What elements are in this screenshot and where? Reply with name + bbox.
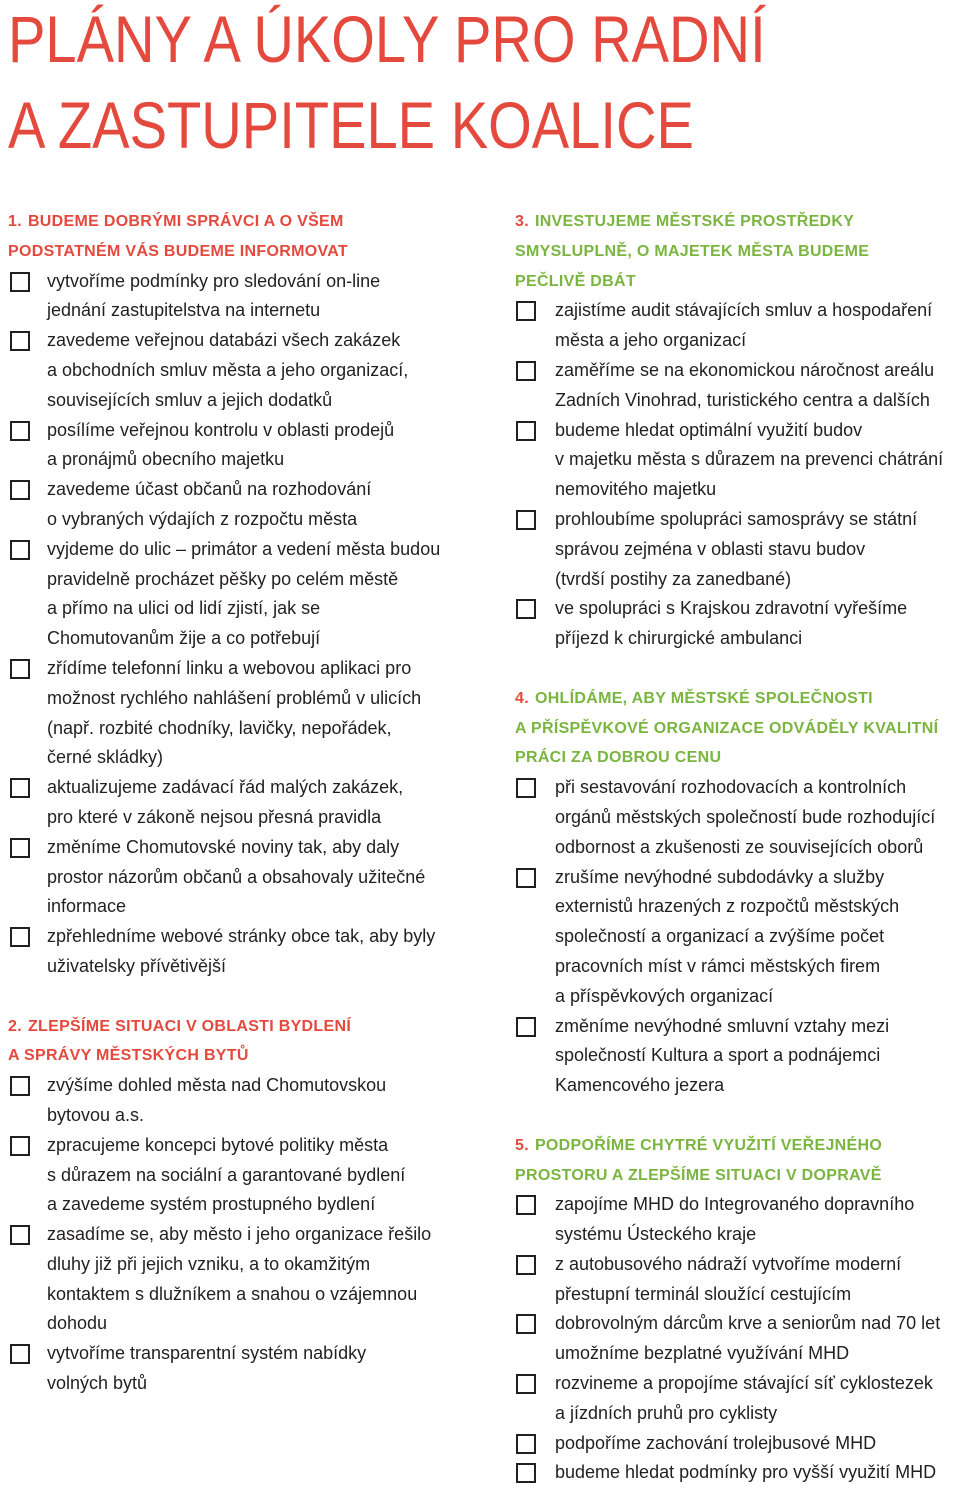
item-text-line: možnost rychlého nahlášení problémů v ulicích — [47, 687, 422, 708]
checklist-item — [8, 922, 480, 982]
item-text-line: správou zejména v oblasti stavu budov — [555, 538, 866, 559]
item-text-line: zrušíme nevýhodné subdodávky a služby — [555, 866, 885, 887]
item-text-line: zapojíme MHD do Integrovaného dopravního — [555, 1194, 915, 1215]
item-text-line: změníme Chomutovské noviny tak, aby daly — [47, 836, 400, 857]
item-text-line: zavedeme účast občanů na rozhodování — [47, 479, 372, 500]
item-text-line: budeme hledat optimální využití budov — [555, 419, 863, 440]
checklist-item — [515, 296, 960, 356]
section-heading-text: INVESTUJEME MĚSTSKÉ PROSTŘEDKY — [534, 213, 855, 230]
item-text-line: rozvineme a propojíme stávající síť cyklostezek — [555, 1373, 933, 1394]
item-text-line: kontaktem s dlužníkem a snahou o vzájemnou — [47, 1283, 418, 1304]
section-number: 3. — [515, 213, 529, 230]
item-text-line: přestupní terminál sloužící cestujícím — [555, 1283, 852, 1304]
checklist-item — [8, 773, 480, 833]
item-text-line: (tvrdší postihy za zanedbané) — [555, 568, 792, 589]
checklist-item — [8, 535, 480, 654]
item-text-line: společností a organizací a zvýšíme počet — [555, 926, 885, 947]
section-heading: PEČLIVĚ DBÁT — [515, 272, 636, 290]
item-text-line: budeme hledat podmínky pro vyšší využití MHD — [555, 1462, 937, 1483]
checklist-item — [515, 1012, 960, 1101]
item-text-line: informace — [47, 896, 127, 917]
section-heading — [515, 684, 960, 714]
checkbox — [516, 1255, 536, 1275]
section-heading — [8, 1012, 480, 1042]
section-1 — [8, 207, 480, 982]
item-text-line: prohloubíme spolupráci samosprávy se státní — [555, 508, 918, 529]
checklist-item — [8, 267, 480, 327]
checklist-item — [515, 416, 960, 505]
checkbox — [516, 1314, 536, 1334]
item-text-line: posílíme veřejnou kontrolu v oblasti prodejů — [47, 419, 395, 440]
checkbox — [10, 272, 30, 292]
checklist-item — [515, 773, 960, 862]
section-heading-text: BUDEME DOBRÝMI SPRÁVCI A O VŠEM — [27, 213, 344, 230]
item-text-line: Zadních Vinohrad, turistického centra a dalších — [555, 389, 930, 410]
checkbox — [10, 778, 30, 798]
checkbox — [10, 331, 30, 351]
item-text-line: Chomutovanům žije a co potřebují — [47, 628, 321, 649]
right-column — [515, 207, 960, 1488]
item-text-line: zvýšíme dohled města nad Chomutovskou — [47, 1075, 387, 1096]
section-number: 2. — [8, 1017, 22, 1035]
checklist-item — [8, 416, 480, 476]
item-text-line: (např. rozbité chodníky, lavičky, nepořádek, — [47, 717, 392, 738]
checkbox — [10, 1076, 30, 1096]
item-text-line: nemovitého majetku — [555, 479, 717, 500]
checklist-item — [515, 1250, 960, 1310]
item-text-line: ve spolupráci s Krajskou zdravotní vyřešíme — [555, 598, 908, 619]
item-text-line: a příspěvkových organizací — [555, 985, 774, 1006]
checkbox — [516, 1374, 536, 1394]
item-text-line: prostor názorům občanů a obsahovaly užitečné — [47, 866, 426, 887]
item-text-line: vytvoříme transparentní systém nabídky — [47, 1343, 367, 1364]
checkbox — [10, 540, 30, 560]
section-heading — [8, 207, 480, 237]
section-heading — [515, 1131, 960, 1161]
item-text-line: změníme nevýhodné smluvní vztahy mezi — [555, 1015, 890, 1036]
item-text-line: jednání zastupitelstva na internetu — [47, 300, 321, 321]
checklist-item — [515, 356, 960, 416]
item-text-line: systému Ústeckého kraje — [555, 1224, 757, 1245]
section-heading — [515, 207, 960, 237]
checklist-item — [515, 505, 960, 594]
checklist-item — [8, 1339, 480, 1399]
item-text-line: zavedeme veřejnou databázi všech zakázek — [47, 330, 401, 351]
checkbox — [516, 778, 536, 798]
checkbox — [10, 659, 30, 679]
checklist-item — [8, 326, 480, 415]
item-text-line: dobrovolným dárcům krve a seniorům nad 70 let — [555, 1313, 941, 1334]
section-heading: SMYSLUPLNĚ, O MAJETEK MĚSTA BUDEME — [515, 242, 870, 260]
item-text-line: umožníme bezplatné využívání MHD — [555, 1343, 850, 1364]
item-text-line: podpoříme zachování trolejbusové MHD — [555, 1432, 877, 1453]
item-text-line: volných bytů — [47, 1373, 148, 1394]
item-text-line: externistů hrazených z rozpočtů městských — [555, 896, 900, 917]
item-text-line: města a jeho organizací — [555, 330, 747, 351]
item-text-line: zaměříme se na ekonomickou náročnost areálu — [555, 359, 935, 380]
checkbox — [516, 1463, 536, 1483]
item-text-line: pracovních míst v rámci městských firem — [555, 955, 881, 976]
item-text-line: aktualizujeme zadávací řád malých zakázek, — [47, 777, 404, 798]
page-title-line-2: A ZASTUPITELE KOALICE — [8, 88, 694, 162]
checklist-item — [515, 1190, 960, 1250]
section-number: 4. — [515, 689, 529, 707]
checkbox — [10, 927, 30, 947]
checkbox — [10, 1225, 30, 1245]
item-text-line: Kamencového jezera — [555, 1075, 725, 1096]
item-text-line: při sestavování rozhodovacích a kontrolních — [555, 777, 907, 798]
item-text-line: orgánů městských společností bude rozhodující — [555, 806, 936, 827]
section-heading: PODSTATNÉM VÁS BUDEME INFORMOVAT — [8, 242, 348, 260]
page-title-line-1: PLÁNY A ÚKOLY PRO RADNÍ — [8, 2, 766, 76]
section-heading: A SPRÁVY MĚSTSKÝCH BYTŮ — [8, 1047, 249, 1065]
section-4 — [515, 684, 960, 1101]
checkbox — [516, 510, 536, 530]
section-heading-text: PODPOŘÍME CHYTRÉ VYUŽITÍ VEŘEJNÉHO — [534, 1136, 883, 1154]
item-text-line: a jízdních pruhů pro cyklisty — [555, 1402, 778, 1423]
section-number: 1. — [8, 213, 22, 230]
checkbox — [516, 421, 536, 441]
section-3 — [515, 207, 960, 654]
item-text-line: zasadíme se, aby město i jeho organizace řešilo — [47, 1224, 432, 1245]
section-heading: PRÁCI ZA DOBROU CENU — [515, 749, 722, 767]
checkbox — [10, 480, 30, 500]
item-text-line: pro které v zákoně nejsou přesná pravidla — [47, 806, 382, 827]
section-heading: PROSTORU A ZLEPŠÍME SITUACI V DOPRAVĚ — [515, 1166, 882, 1184]
checklist-item — [8, 1220, 480, 1339]
checklist-item — [515, 594, 960, 654]
checkbox — [10, 1136, 30, 1156]
item-text-line: pravidelně procházet pěšky po celém městě — [47, 568, 399, 589]
checkbox — [516, 301, 536, 321]
item-text-line: z autobusového nádraží vytvoříme moderní — [555, 1253, 902, 1274]
item-text-line: a přímo na ulici od lidí zjistí, jak se — [47, 598, 321, 619]
item-text-line: souvisejících smluv a jejich dodatků — [47, 389, 333, 410]
item-text-line: zpracujeme koncepci bytové politiky města — [47, 1134, 389, 1155]
section-2 — [8, 1012, 480, 1399]
section-5 — [515, 1131, 960, 1489]
item-text-line: vytvoříme podmínky pro sledování on-line — [47, 270, 381, 291]
item-text-line: a obchodních smluv města a jeho organizací, — [47, 359, 409, 380]
item-text-line: zřídíme telefonní linku a webovou aplikaci pro — [47, 657, 412, 678]
item-text-line: odbornost a zkušenosti ze souvisejících oborů — [555, 836, 924, 857]
checklist-item — [515, 1309, 960, 1369]
left-column — [8, 207, 480, 1399]
item-text-line: zajistíme audit stávajících smluv a hospodaření — [555, 300, 933, 321]
checkbox — [516, 1195, 536, 1215]
checklist-item — [515, 1429, 960, 1459]
checkbox — [10, 421, 30, 441]
checkbox — [10, 1344, 30, 1364]
item-text-line: o vybraných výdajích z rozpočtu města — [47, 508, 358, 529]
item-text-line: a zavedeme systém prostupného bydlení — [47, 1194, 376, 1215]
item-text-line: dohodu — [47, 1313, 108, 1334]
item-text-line: zpřehledníme webové stránky obce tak, aby byly — [47, 926, 436, 947]
section-number: 5. — [515, 1136, 529, 1154]
item-text-line: příjezd k chirurgické ambulanci — [555, 628, 803, 649]
checklist-item — [8, 833, 480, 922]
item-text-line: s důrazem na sociální a garantované bydlení — [47, 1164, 406, 1185]
checkbox — [516, 1017, 536, 1037]
checklist-item — [515, 863, 960, 1012]
checkbox — [10, 838, 30, 858]
item-text-line: černé skládky) — [47, 747, 164, 768]
checklist-item — [8, 654, 480, 773]
section-heading-text: ZLEPŠÍME SITUACI V OBLASTI BYDLENÍ — [27, 1017, 352, 1035]
item-text-line: vyjdeme do ulic – primátor a vedení města budou — [47, 538, 441, 559]
section-heading: A PŘÍSPĚVKOVÉ ORGANIZACE ODVÁDĚLY KVALITNÍ — [515, 719, 939, 737]
checklist-item — [515, 1458, 960, 1488]
checkbox — [516, 868, 536, 888]
checklist-item — [8, 1131, 480, 1220]
item-text-line: společností Kultura a sport a podnájemci — [555, 1045, 881, 1066]
item-text-line: v majetku města s důrazem na prevenci chátrání — [555, 449, 944, 470]
checkbox — [516, 599, 536, 619]
item-text-line: bytovou a.s. — [47, 1104, 145, 1125]
checklist-item — [8, 1071, 480, 1131]
checklist-item — [515, 1369, 960, 1429]
checkbox — [516, 361, 536, 381]
item-text-line: dluhy již při jejich vzniku, a to okamžitým — [47, 1253, 371, 1274]
section-heading-text: OHLÍDÁME, ABY MĚSTSKÉ SPOLEČNOSTI — [534, 689, 873, 707]
checkbox — [516, 1434, 536, 1454]
item-text-line: uživatelsky přívětivější — [47, 955, 227, 976]
checklist-item — [8, 475, 480, 535]
item-text-line: a pronájmů obecního majetku — [47, 449, 285, 470]
